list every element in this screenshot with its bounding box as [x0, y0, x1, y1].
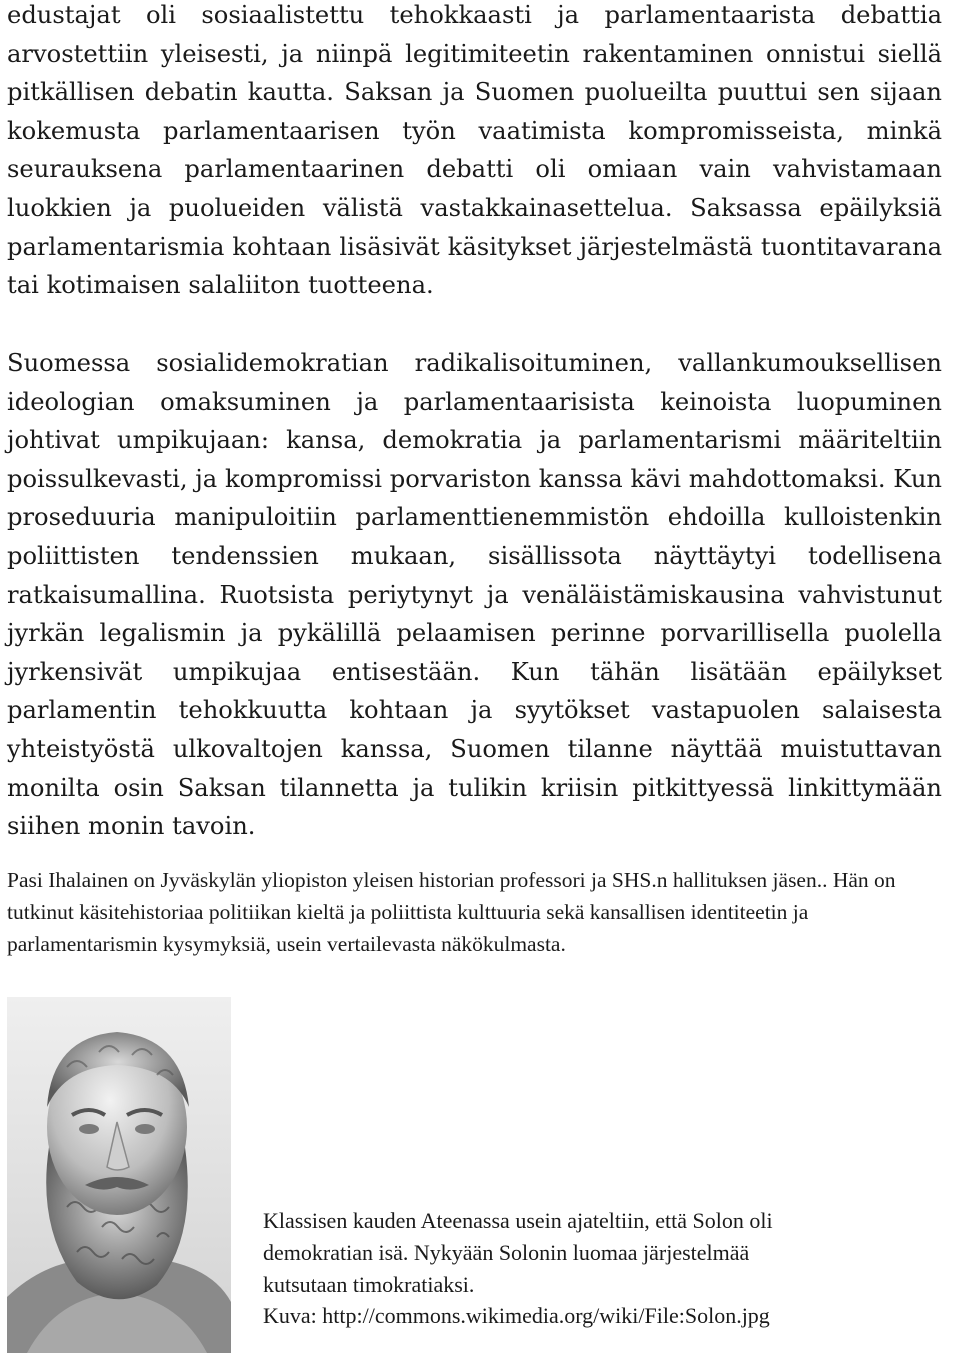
- caption-line: demokratian isä. Nykyään Solonin luomaa järjestelmää: [263, 1239, 750, 1265]
- caption-line: Klassisen kauden Ateenassa usein ajateltiin, että Solon oli: [263, 1208, 773, 1233]
- caption-source-link[interactable]: Kuva: http://commons.wikimedia.org/wiki/File:Solon.jpg: [263, 1303, 770, 1329]
- author-bio: Pasi Ihalainen on Jyväskylän yliopiston yleisen historian professori ja SHS.n hallituksen jäsen.. Hän on tutkinut käsitehistoriaa politiikan kieltä ja poliittista kulttuuria sekä kansallisen identiteetin ja parlamentarismin kysymyksiä, usein vertailevasta näkökulmasta.: [7, 868, 896, 956]
- solon-bust-portrait-icon: [7, 997, 231, 1353]
- caption-line: kutsutaan timokratiaksi.: [263, 1271, 475, 1297]
- body-paragraph-1: edustajat oli sosiaalistettu tehokkaasti ja parlamentaarista debattia arvostettiin yleisesti, ja niinpä legitimiteetin rakentaminen onnistui siellä pitkällisen debatin kautta. Saksan ja Suomen puolueilta puuttui sen sijaan kokemusta parlamentaarisen työn vaatimista kompromisseista, minkä seurauksena parlamentaarinen debatti oli omiaan vain vahvistamaan luokkien ja puolueiden välistä vastakkainasettelua. Saksassa epäilyksiä parlamentarismia kohtaan lisäsivät käsitykset järjestelmästä tuontitavarana tai kotimaisen salaliiton tuotteena.: [7, 1, 942, 300]
- figure-caption: [263, 1205, 953, 1332]
- body-paragraph-2: Suomessa sosialidemokratian radikalisoituminen, vallankumouksellisen ideologian omaksuminen ja parlamentaarisista keinoista luopuminen johtivat umpikujaan: kansa, demokratia ja parlamentarismi määriteltiin poissulkevasti, ja kompromissi porvariston kanssa kävi mahdottomaksi. Kun proseduuria manipuloitiin parlamenttienemmistön ehdoilla kulloistenkin poliittisten tendenssien mukaan, sisällissota näyttäytyi todellisena ratkaisumallina. Ruotsista periytynyt ja venäläistämiskausina vahvistunut jyrkän legalismin ja pykälillä pelaamisen perinne porvarillisella puolella jyrkensivät umpikujaa entisestään. Kun tähän lisätään epäilykset parlamentin tehokkuutta kohtaan ja syytökset vastapuolen salaisesta yhteistyöstä ulkovaltojen kanssa, Suomen tilanne näyttää muistuttavan monilta osin Saksan tilannetta ja tulikin kriisin pitkittyessä linkittymään siihen monin tavoin.: [7, 349, 942, 841]
